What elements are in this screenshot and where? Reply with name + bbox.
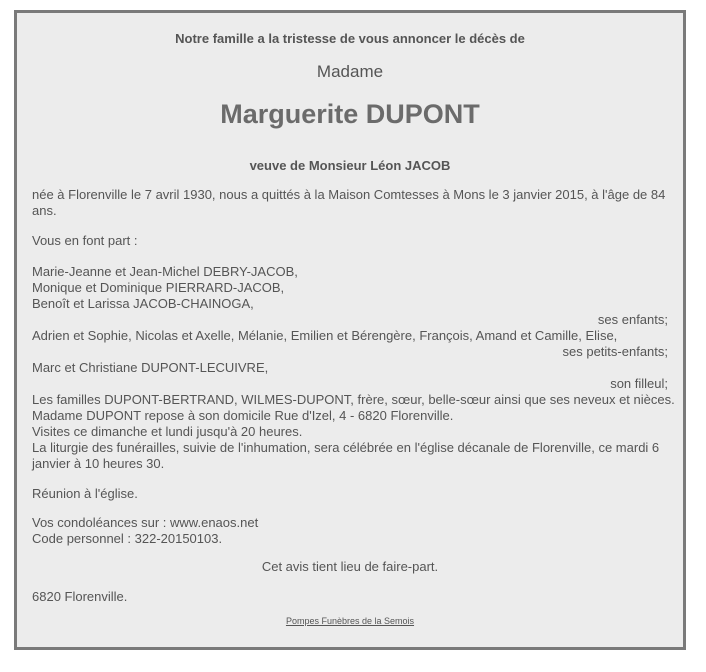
grandchildren-label: ses petits-enfants; — [562, 344, 668, 359]
children-label: ses enfants; — [597, 312, 668, 327]
liturgy-line: La liturgie des funérailles, suivie de l'inhumation, sera célébrée en l'église décanale de Florenville, ce mardi 6 — [32, 440, 660, 455]
grandchildren-line: Adrien et Sophie, Nicolas et Axelle, Mélanie, Emilien et Bérengère, François, Amand et Camille, Elise, — [32, 328, 618, 343]
godson-line: Marc et Christiane DUPONT-LECUIVRE, — [32, 360, 269, 375]
child-line: Monique et Dominique PIERRARD-JACOB, — [32, 280, 285, 295]
salutation: Madame — [316, 62, 384, 81]
notice-frame — [14, 10, 686, 650]
child-line: Marie-Jeanne et Jean-Michel DEBRY-JACOB, — [32, 264, 298, 279]
address-line: 6820 Florenville. — [32, 589, 128, 604]
funeral-home-link[interactable]: Pompes Funèbres de la Semois — [285, 616, 415, 626]
visits-line: Visites ce dimanche et lundi jusqu'à 20 heures. — [32, 424, 303, 439]
condolences-line: Vos condoléances sur : www.enaos.net — [32, 515, 259, 530]
child-line: Benoît et Larissa JACOB-CHAINOGA, — [32, 296, 254, 311]
faire-part-line: Cet avis tient lieu de faire-part. — [261, 559, 439, 574]
birth-death-text: née à Florenville le 7 avril 1930, nous a quittés à la Maison Comtesses à Mons le 3 janvier 2015, à l'âge de 84 ans. — [32, 187, 666, 218]
liturgy-line: janvier à 10 heures 30. — [32, 456, 165, 471]
notice-content — [32, 13, 675, 647]
meeting-line: Réunion à l'église. — [32, 486, 138, 501]
widow-of: veuve de Monsieur Léon JACOB — [249, 158, 451, 173]
deceased-name: Marguerite DUPONT — [220, 99, 480, 129]
announce-text: Vous en font part : — [32, 233, 138, 248]
rest-line: Madame DUPONT repose à son domicile Rue d'Izel, 4 - 6820 Florenville. — [32, 408, 454, 423]
intro-text: Notre famille a la tristesse de vous annoncer le décès de — [175, 31, 525, 46]
families-line: Les familles DUPONT-BERTRAND, WILMES-DUPONT, frère, sœur, belle-sœur ainsi que ses neveux et nièces. — [32, 392, 675, 407]
code-line: Code personnel : 322-20150103. — [32, 531, 223, 546]
godson-label: son filleul; — [610, 376, 668, 391]
